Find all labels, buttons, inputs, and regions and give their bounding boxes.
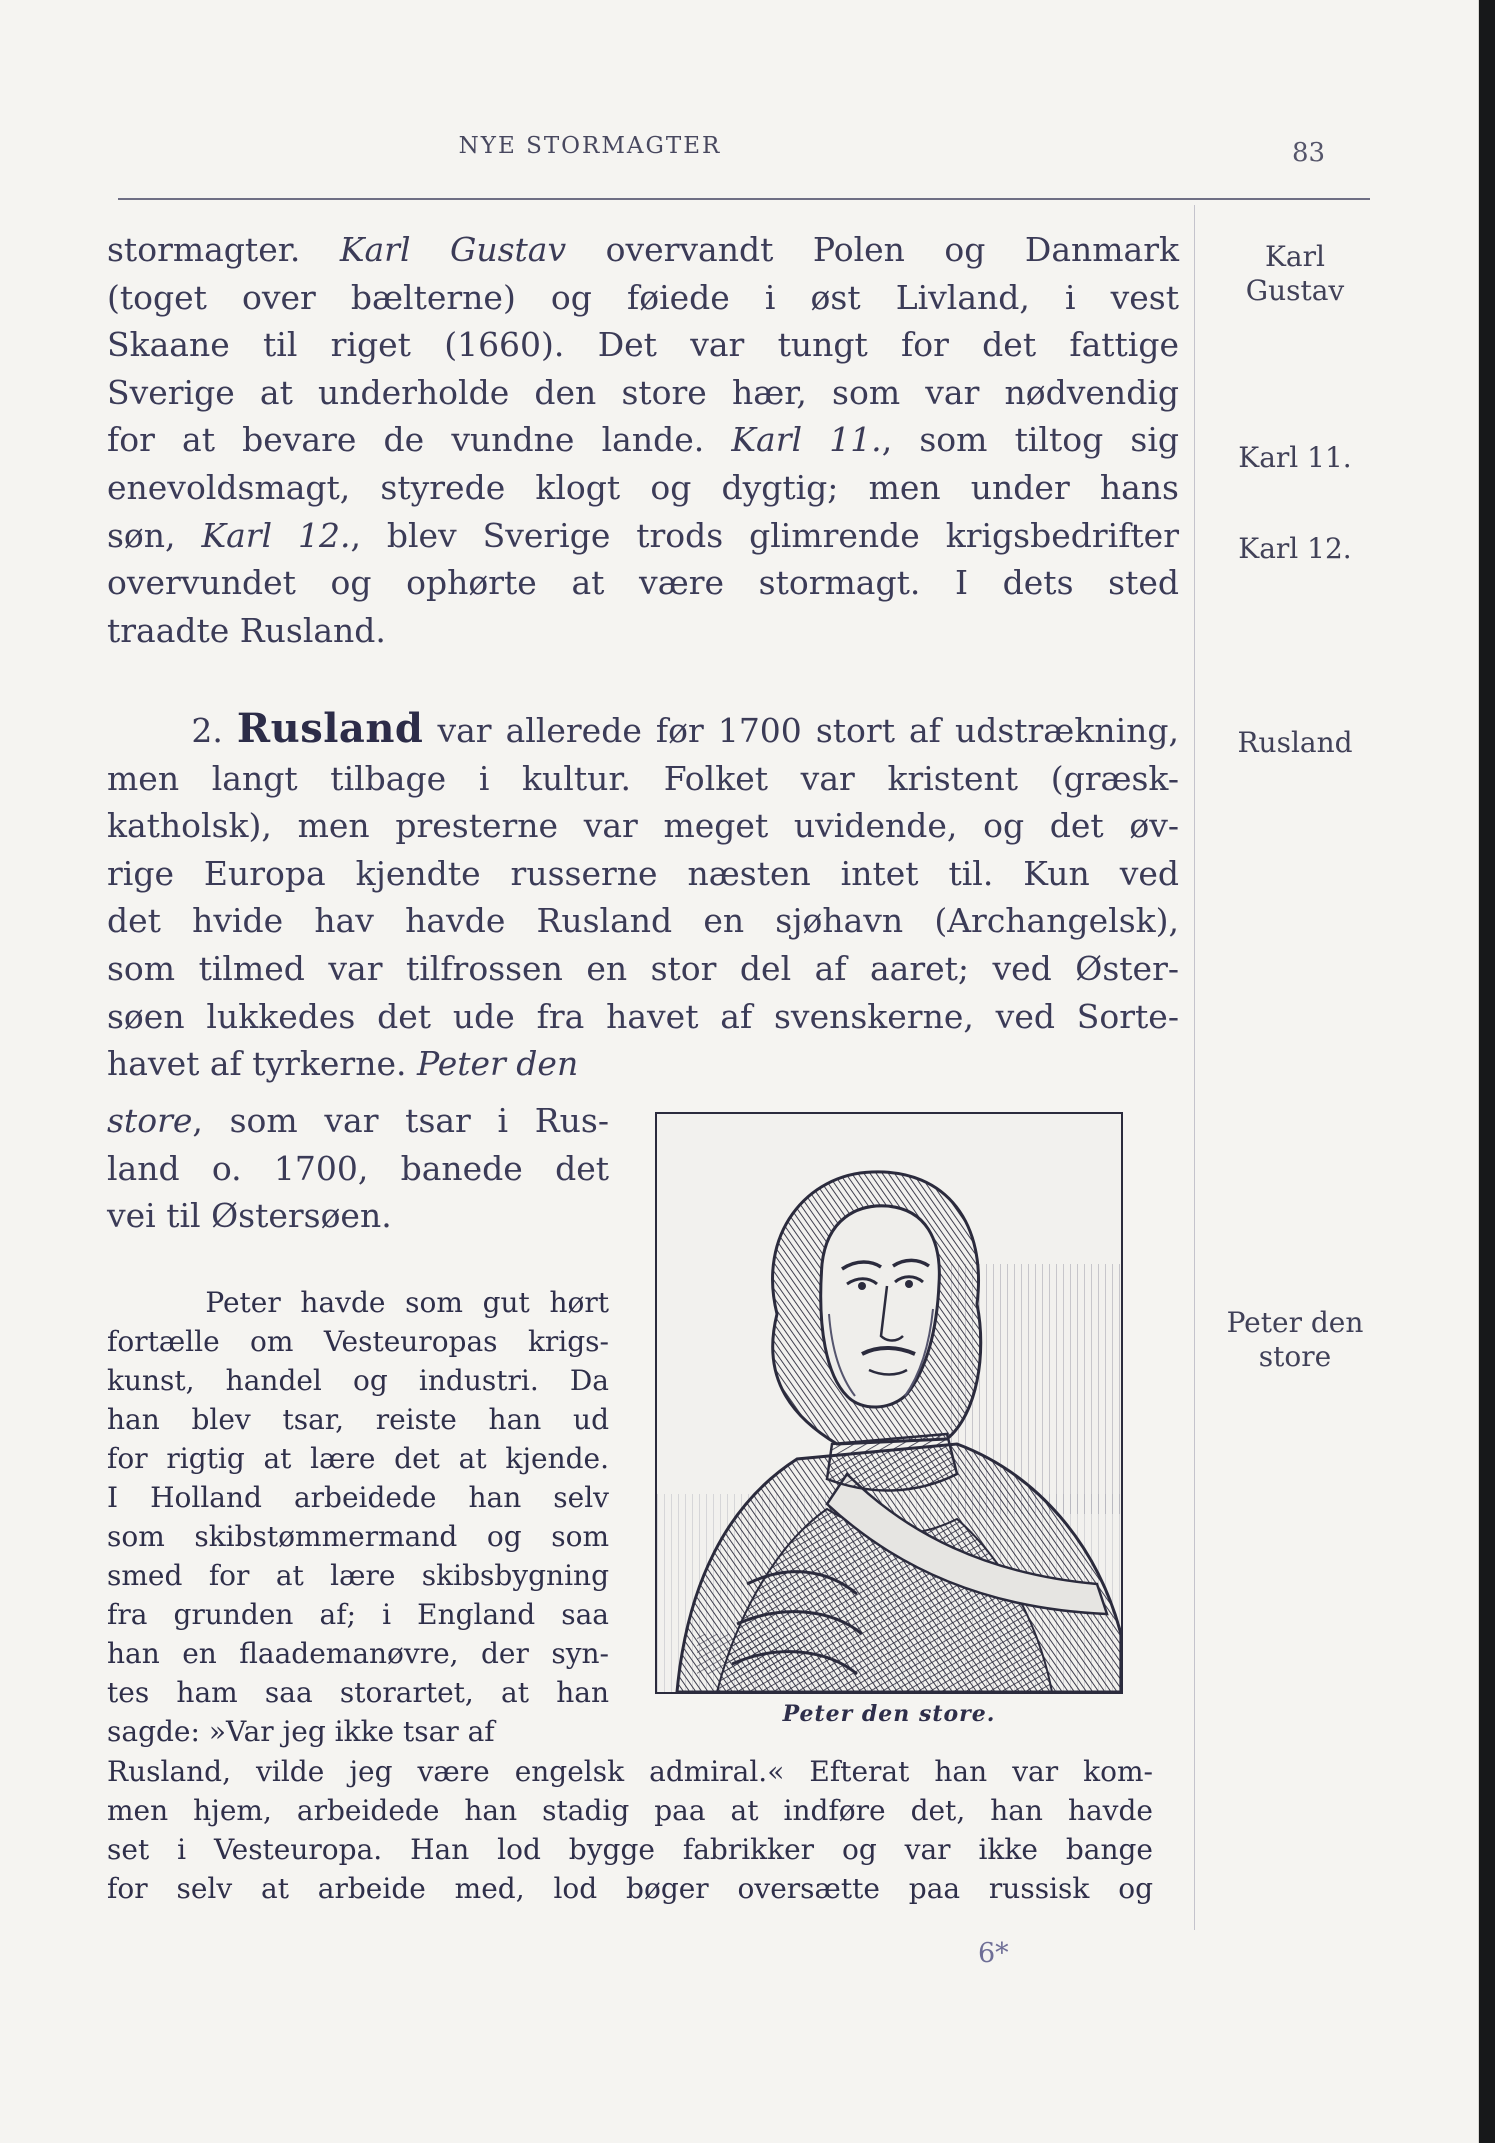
text-line [107, 1673, 609, 1712]
text-line [107, 850, 1179, 898]
text-segment: land o. 1700, banede det [107, 1148, 609, 1188]
header-rule [118, 198, 1370, 200]
text-line [107, 897, 1179, 945]
text-segment: fra grunden af; i England saa [107, 1598, 609, 1631]
text-segment: enevoldsmagt, styrede klogt og dygtig; men under hans [107, 467, 1179, 507]
text-segment: fortælle om Vesteuropas krigs- [107, 1325, 609, 1358]
text-line [107, 226, 1179, 274]
italic-name: store [107, 1101, 193, 1140]
text-segment: kunst, handel og industri. Da [107, 1364, 609, 1397]
text-segment: for selv at arbeide med, lod bøger oversætte paa russisk og [107, 1872, 1153, 1905]
text-line [107, 274, 1179, 322]
text-line [107, 1830, 1153, 1869]
paragraph-indent [107, 711, 191, 750]
marginal-note-karl-12: Karl 12. [1238, 532, 1352, 565]
text-segment: Peter havde som gut hørt [205, 1286, 609, 1319]
text-line [107, 755, 1179, 803]
marginal-peter-line1: Peter den [1226, 1306, 1364, 1339]
italic-name: Karl 12. [201, 515, 351, 555]
text-segment: katholsk), men presterne var meget uvidende, og det øv- [107, 806, 1179, 846]
text-segment: han blev tsar, reiste han ud [107, 1403, 609, 1436]
signature-mark: 6* [978, 1938, 1009, 1969]
text-line [107, 1752, 1153, 1791]
italic-name: Peter den [416, 1044, 579, 1084]
paragraph-karl-gustav [107, 226, 1179, 654]
text-segment: overvundet og ophørte at være stormagt. I dets sted [107, 563, 1179, 603]
text-line [107, 1361, 609, 1400]
text-segment: traadte Rusland. [107, 610, 386, 650]
marginal-note-karl-11: Karl 11. [1238, 441, 1352, 474]
text-line [107, 1712, 609, 1751]
text-line [107, 1400, 609, 1439]
text-line [107, 802, 1179, 850]
text-segment: stormagter. [107, 230, 340, 269]
text-segment: det hvide hav havde Rusland en sjøhavn (Archangelsk), [107, 901, 1179, 941]
text-line [107, 1517, 609, 1556]
section-title: Rusland [236, 705, 424, 752]
text-segment: søen lukkedes det ude fra havet af svenskerne, ved Sorte- [107, 996, 1179, 1036]
text-line [107, 321, 1179, 369]
text-segment: set i Vesteuropa. Han lod bygge fabrikker og var ikke bange [107, 1833, 1153, 1866]
text-segment: smed for at lære skibsbygning [107, 1559, 609, 1592]
paragraph-peter-intro [107, 1097, 609, 1240]
text-segment: vei til Østersøen. [107, 1196, 392, 1236]
text-line [107, 1192, 609, 1240]
text-line [107, 1283, 609, 1322]
text-line [107, 1634, 609, 1673]
paragraph-rusland [107, 705, 1179, 1088]
italic-name: Karl Gustav [339, 230, 567, 269]
text-line [107, 1040, 1179, 1088]
text-segment: Rusland, vilde jeg være engelsk admiral.« Efterat han var kom- [107, 1755, 1153, 1788]
text-segment: han en flaademanøvre, der syn- [107, 1637, 609, 1670]
text-line [107, 993, 1179, 1041]
marginal-karl-gustav-line2: Gustav [1245, 274, 1345, 307]
text-line [107, 607, 1179, 655]
marginal-peter-line2: store [1258, 1340, 1332, 1373]
text-line [107, 705, 1179, 755]
text-line [107, 512, 1179, 560]
text-line [107, 464, 1179, 512]
text-segment: rige Europa kjendte russerne næsten intet til. Kun ved [107, 853, 1179, 893]
page-number: 83 [1292, 138, 1326, 168]
text-segment: søn, [107, 515, 202, 555]
text-line [107, 559, 1179, 607]
marginal-note-peter-den-store [1200, 1306, 1390, 1374]
marginal-note-karl-gustav [1200, 240, 1390, 308]
text-segment: havet af tyrkerne. [107, 1044, 417, 1084]
text-segment: Sverige at underholde den store hær, som var nødvendig [107, 372, 1179, 412]
text-line [107, 1869, 1153, 1908]
text-line [107, 369, 1179, 417]
text-segment: men hjem, arbeidede han stadig paa at indføre det, han havde [107, 1794, 1153, 1827]
text-segment: tes ham saa storartet, at han [107, 1676, 609, 1709]
text-segment: var allerede før 1700 stort af udstrækning, [423, 711, 1179, 750]
small-print-peter-travels [107, 1283, 609, 1751]
marginal-karl-gustav-line1: Karl [1265, 240, 1325, 273]
text-line [107, 1595, 609, 1634]
text-segment: , blev Sverige trods glimrende krigsbedrifter [350, 515, 1179, 555]
text-segment: som tilmed var tilfrossen en stor del af aaret; ved Øster- [107, 948, 1179, 988]
text-segment: for at bevare de vundne lande. [107, 420, 732, 460]
text-line [107, 416, 1179, 464]
text-line [107, 945, 1179, 993]
text-segment: men langt tilbage i kultur. Folket var kristent (græsk- [107, 758, 1179, 798]
text-line [107, 1791, 1153, 1830]
text-segment: (toget over bælterne) og føiede i øst Livland, i vest [107, 277, 1179, 317]
portrait-frame [655, 1112, 1123, 1694]
text-segment: Skaane til riget (1660). Det var tungt for det fattige [107, 325, 1179, 365]
portrait-engraving-icon [657, 1114, 1121, 1692]
running-head: NYE STORMAGTER [458, 133, 722, 159]
text-segment: , som tiltog sig [881, 420, 1179, 460]
text-line [107, 1097, 609, 1145]
text-segment: sagde: »Var jeg ikke tsar af [107, 1715, 495, 1748]
text-line [107, 1145, 609, 1193]
section-number: 2. [191, 711, 237, 750]
margin-rule [1194, 205, 1195, 1930]
text-line [107, 1478, 609, 1517]
text-line [107, 1322, 609, 1361]
text-segment: , som var tsar i Rus- [192, 1101, 609, 1140]
text-segment: som skibstømmermand og som [107, 1520, 609, 1553]
italic-name: Karl 11. [731, 420, 882, 460]
text-segment: overvandt Polen og Danmark [566, 230, 1179, 269]
text-segment: I Holland arbeidede han selv [107, 1481, 609, 1514]
text-line [107, 1439, 609, 1478]
marginal-note-rusland: Rusland [1237, 726, 1353, 759]
small-print-peter-reforms [107, 1752, 1153, 1908]
text-segment: for rigtig at lære det at kjende. [107, 1442, 609, 1475]
paragraph-indent [107, 1286, 205, 1319]
text-line [107, 1556, 609, 1595]
portrait-caption: Peter den store. [782, 1701, 996, 1727]
